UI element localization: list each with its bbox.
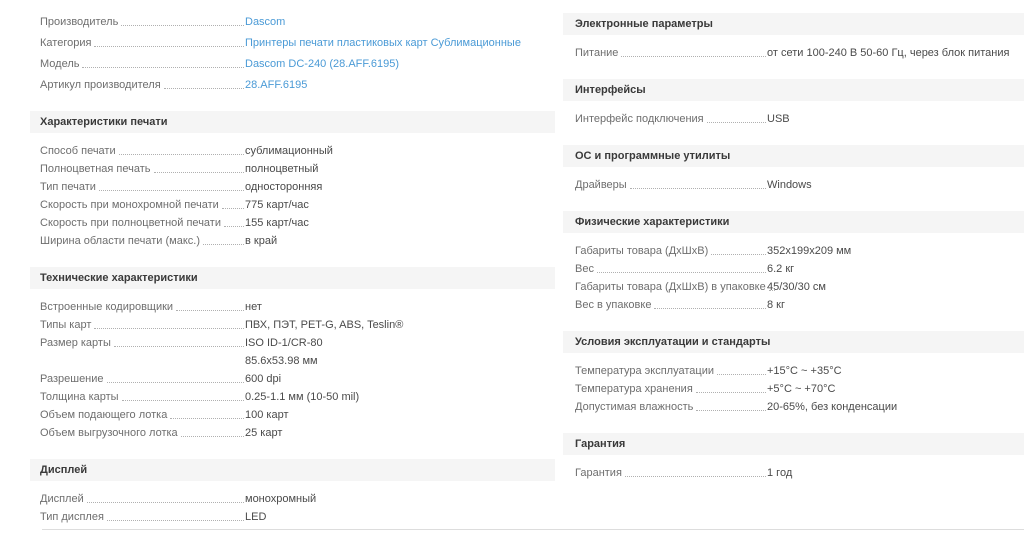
section-body (563, 242, 1024, 314)
spec-row (40, 13, 551, 31)
section-body (30, 490, 555, 526)
spec-label-wrap (575, 464, 767, 482)
dot-leader (99, 178, 244, 191)
spec-label-wrap (40, 196, 245, 214)
spec-row (575, 398, 1020, 416)
spec-label-wrap (575, 398, 767, 416)
spec-label: Размер карты (40, 337, 111, 349)
spec-row (40, 424, 551, 442)
dot-leader (114, 334, 244, 347)
spec-value: односторонняя (245, 181, 323, 193)
spec-label-wrap (40, 55, 245, 73)
dot-leader (121, 13, 244, 26)
spec-label-wrap (575, 44, 767, 62)
spec-label: Дисплей (40, 493, 84, 505)
spec-label-wrap (40, 34, 245, 52)
dot-leader (597, 260, 766, 273)
spec-row (575, 242, 1020, 260)
spec-row (40, 490, 551, 508)
spec-value: в край (245, 235, 278, 247)
spec-label: Артикул производителя (40, 79, 161, 91)
spec-label: Объем выгрузочного лотка (40, 427, 178, 439)
spec-value: 25 карт (245, 427, 283, 439)
dot-leader (94, 316, 244, 329)
spec-label: Интерфейс подключения (575, 113, 704, 125)
section-body (30, 142, 555, 250)
spec-section (30, 267, 555, 442)
spec-section (563, 13, 1024, 62)
spec-label: Скорость при полноцветной печати (40, 217, 221, 229)
spec-label: Типы карт (40, 319, 92, 331)
spec-label-wrap (40, 232, 245, 250)
spec-row (40, 76, 551, 94)
spec-label: Производитель (40, 16, 119, 28)
spec-value: +15°C ~ +35°C (767, 365, 842, 377)
spec-label: Встроенные кодировщики (40, 301, 174, 313)
section-body (30, 298, 555, 442)
spec-value: 100 карт (245, 409, 289, 421)
spec-label: Вес (575, 263, 594, 275)
spec-value-link[interactable]: 28.AFF.6195 (245, 79, 308, 91)
spec-value: 1 год (767, 467, 793, 479)
spec-label-wrap (40, 178, 245, 196)
spec-row (575, 296, 1020, 314)
spec-row (40, 370, 551, 388)
dot-leader (224, 214, 244, 227)
spec-value: LED (245, 511, 267, 523)
spec-value-line2: 85.6x53.98 мм (245, 355, 318, 367)
spec-label-wrap (40, 298, 245, 316)
spec-label: Ширина области печати (макс.) (40, 235, 200, 247)
spec-row (575, 260, 1020, 278)
spec-value: 352x199x209 мм (767, 245, 852, 257)
spec-row (40, 406, 551, 424)
spec-row (40, 178, 551, 196)
spec-row (40, 214, 551, 232)
spec-value: монохромный (245, 493, 317, 505)
section-header: Гарантия (563, 433, 1024, 455)
spec-label: Полноцветная печать (40, 163, 151, 175)
spec-value: от сети 100-240 В 50-60 Гц, через блок питания (767, 47, 1010, 59)
spec-label: Модель (40, 58, 80, 70)
dot-leader (181, 424, 244, 437)
spec-row (40, 508, 551, 526)
spec-label-wrap (40, 508, 245, 526)
spec-label: Способ печати (40, 145, 116, 157)
spec-column-right (563, 13, 1024, 526)
dot-leader (625, 464, 766, 477)
dot-leader (164, 76, 244, 89)
spec-label: Температура хранения (575, 383, 693, 395)
spec-label-wrap (575, 176, 767, 194)
spec-label: Габариты товара (ДхШхВ) в упаковке (575, 281, 766, 293)
spec-row (575, 464, 1020, 482)
spec-label: Категория (40, 37, 92, 49)
section-body (563, 110, 1024, 128)
spec-label: Толщина карты (40, 391, 119, 403)
dot-leader (154, 160, 245, 173)
spec-section (563, 79, 1024, 128)
spec-label-wrap (40, 76, 245, 94)
spec-label-wrap (40, 316, 245, 334)
spec-value: +5°C ~ +70°C (767, 383, 836, 395)
dot-leader (107, 508, 244, 521)
spec-label-wrap (40, 142, 245, 160)
dot-leader (119, 142, 244, 155)
spec-row (40, 34, 551, 52)
dot-leader (176, 298, 244, 311)
spec-row (40, 388, 551, 406)
spec-value: 155 карт/час (245, 217, 309, 229)
spec-value: 775 карт/час (245, 199, 309, 211)
section-header: Электронные параметры (563, 13, 1024, 35)
section-body (563, 362, 1024, 416)
spec-label: Драйверы (575, 179, 627, 191)
spec-row (40, 232, 551, 250)
spec-section (563, 211, 1024, 314)
spec-label: Скорость при монохромной печати (40, 199, 219, 211)
spec-label: Объем подающего лотка (40, 409, 168, 421)
spec-label-wrap (40, 13, 245, 31)
section-header: Технические характеристики (30, 267, 555, 289)
spec-label-wrap (40, 388, 245, 406)
spec-section (30, 459, 555, 526)
spec-row (40, 160, 551, 178)
spec-value: 8 кг (767, 299, 785, 311)
spec-value: 45/30/30 см (767, 281, 826, 293)
spec-value: Windows (767, 179, 812, 191)
section-header: Интерфейсы (563, 79, 1024, 101)
spec-value: сублимационный (245, 145, 333, 157)
spec-value: 20-65%, без конденсации (767, 401, 898, 413)
dot-leader (82, 55, 244, 68)
section-body (563, 464, 1024, 482)
spec-label-wrap (40, 370, 245, 388)
dot-leader (696, 380, 766, 393)
spec-value: полноцветный (245, 163, 319, 175)
spec-label: Вес в упаковке (575, 299, 652, 311)
spec-section (563, 145, 1024, 194)
spec-value: 6.2 кг (767, 263, 795, 275)
dot-leader (170, 406, 244, 419)
spec-label: Гарантия (575, 467, 622, 479)
dot-leader (630, 176, 766, 189)
spec-label-wrap (575, 260, 767, 278)
spec-label-wrap (40, 406, 245, 424)
spec-value-link[interactable]: Dascom DC-240 (28.AFF.6195) (245, 58, 400, 70)
section-body (30, 13, 555, 94)
spec-section (563, 331, 1024, 416)
spec-label: Допустимая влажность (575, 401, 694, 413)
spec-label-wrap (40, 334, 245, 352)
spec-value-link[interactable]: Принтеры печати пластиковых карт Сублимационные (245, 37, 521, 49)
spec-label: Температура эксплуатации (575, 365, 714, 377)
dot-leader (222, 196, 244, 209)
dot-leader (621, 44, 766, 57)
spec-value-link[interactable]: Dascom (245, 16, 286, 28)
spec-label: Габариты товара (ДхШхВ) (575, 245, 709, 257)
spec-section (30, 111, 555, 250)
bottom-divider (42, 529, 1024, 530)
section-header: Характеристики печати (30, 111, 555, 133)
section-header: Условия эксплуатации и стандарты (563, 331, 1024, 353)
spec-section (30, 13, 555, 94)
dot-leader (654, 296, 766, 309)
spec-label-wrap (575, 296, 767, 314)
spec-row (40, 316, 551, 334)
dot-leader (87, 490, 244, 503)
section-body (563, 176, 1024, 194)
spec-row (40, 334, 551, 370)
spec-row (575, 362, 1020, 380)
spec-label-wrap (40, 490, 245, 508)
spec-row (575, 110, 1020, 128)
spec-row (575, 278, 1020, 296)
dot-leader (122, 388, 244, 401)
spec-row (40, 196, 551, 214)
section-body (563, 44, 1024, 62)
spec-value: ISO ID-1/CR-80 85.6x53.98 мм (245, 334, 323, 370)
spec-label-wrap (575, 278, 767, 296)
spec-label-wrap (575, 380, 767, 398)
spec-label-wrap (575, 242, 767, 260)
section-header: ОС и программные утилиты (563, 145, 1024, 167)
spec-label-wrap (40, 424, 245, 442)
spec-value: USB (767, 113, 790, 125)
dot-leader (94, 34, 244, 47)
dot-leader (203, 232, 244, 245)
spec-label: Питание (575, 47, 619, 59)
dot-leader (711, 242, 766, 255)
spec-label-wrap (575, 110, 767, 128)
spec-row (575, 44, 1020, 62)
dot-leader (707, 110, 766, 123)
spec-row (40, 298, 551, 316)
spec-row (575, 380, 1020, 398)
spec-label-wrap (575, 362, 767, 380)
spec-section (563, 433, 1024, 482)
spec-value: 600 dpi (245, 373, 282, 385)
dot-leader (107, 370, 244, 383)
spec-row (40, 55, 551, 73)
spec-label-wrap (40, 214, 245, 232)
dot-leader (696, 398, 766, 411)
spec-label: Разрешение (40, 373, 104, 385)
spec-label: Тип печати (40, 181, 96, 193)
spec-column-left (30, 13, 555, 526)
section-header: Дисплей (30, 459, 555, 481)
spec-value: ПВХ, ПЭТ, PET-G, ABS, Teslin® (245, 319, 404, 331)
dot-leader (717, 362, 766, 375)
section-header: Физические характеристики (563, 211, 1024, 233)
spec-row (575, 176, 1020, 194)
spec-value: нет (245, 301, 262, 313)
spec-label: Тип дисплея (40, 511, 104, 523)
spec-value: 0.25-1.1 мм (10-50 mil) (245, 391, 360, 403)
spec-label-wrap (40, 160, 245, 178)
spec-row (40, 142, 551, 160)
